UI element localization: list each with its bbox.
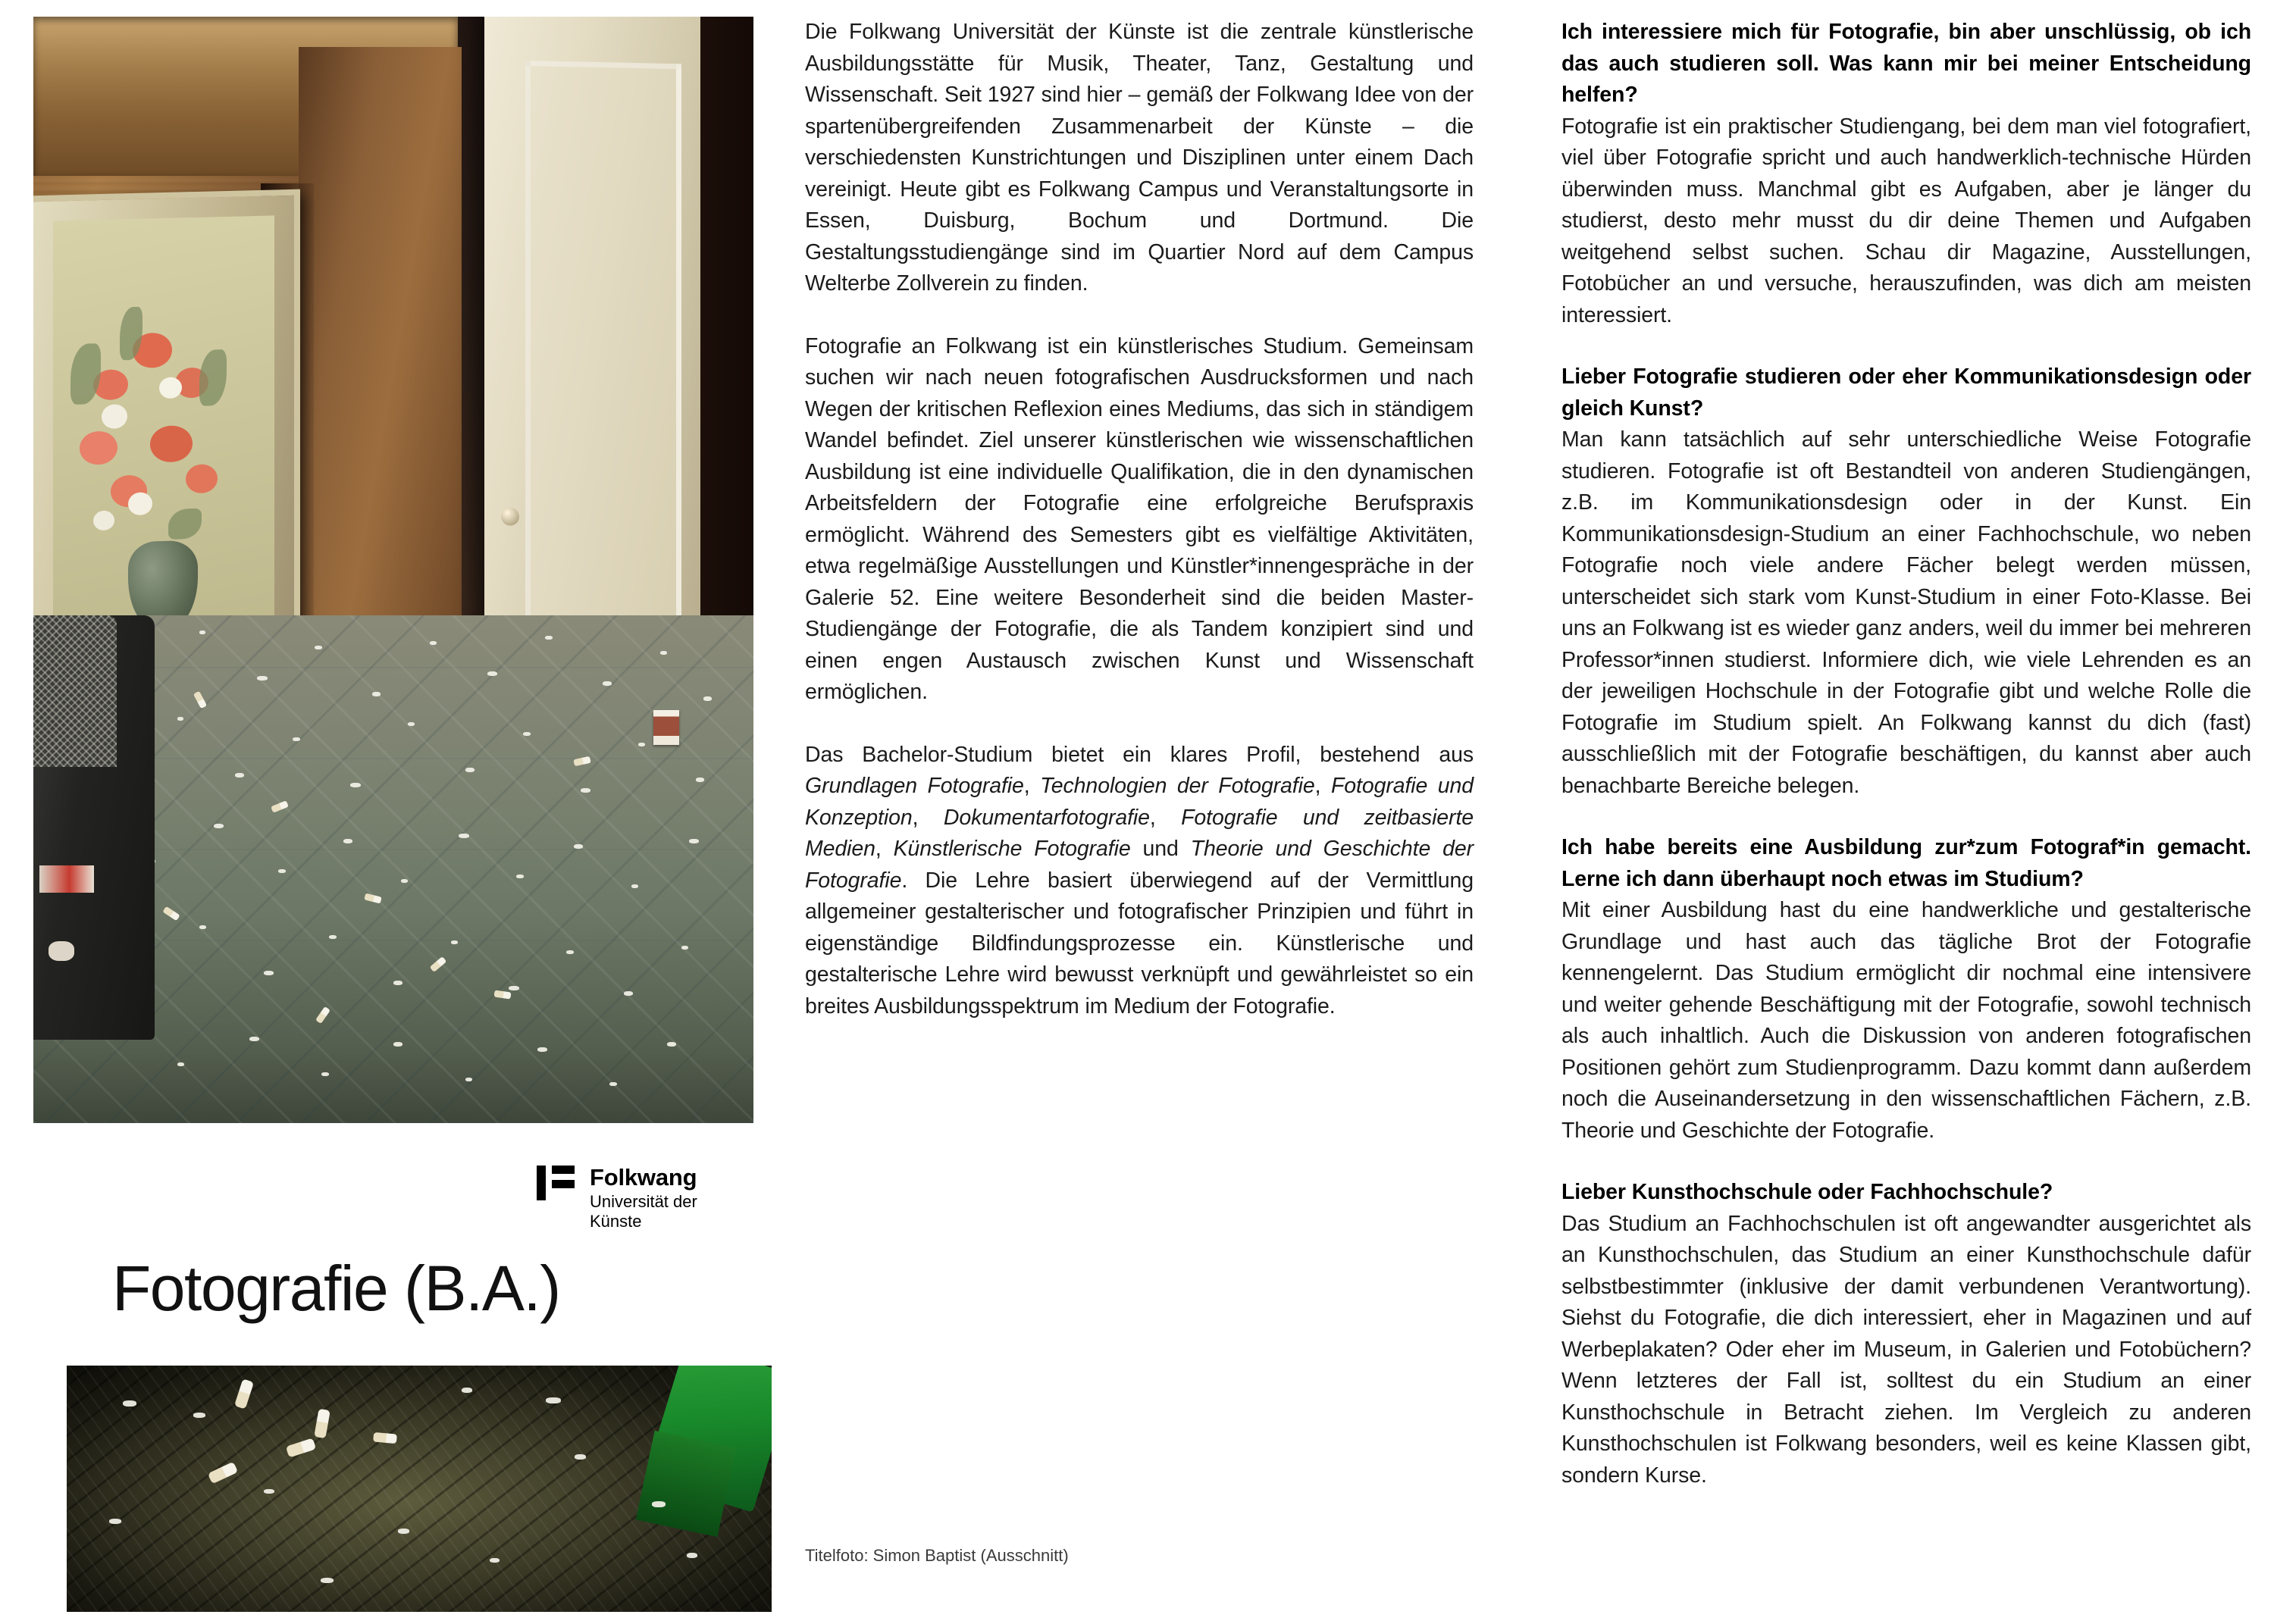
hero-photo — [33, 17, 753, 1123]
left-column — [33, 17, 753, 1608]
faq-item — [1561, 832, 2251, 1147]
course-3: Fotografie und Konzeption — [805, 774, 1474, 830]
faq-question: Lieber Kunsthochschule oder Fachhochschule? — [1561, 1180, 2053, 1204]
course-7: Theorie und Geschichte der Fotografie — [805, 837, 1474, 893]
folkwang-logo — [537, 1164, 753, 1231]
faq-item — [1561, 1177, 2251, 1491]
faq-question: Ich habe bereits eine Ausbildung zur*zum Fotograf*in gemacht. Lerne ich dann überhaupt noch etwas im Studium? — [1561, 835, 2251, 891]
bin-mesh-top — [33, 615, 117, 767]
framed-flower-painting — [33, 189, 300, 689]
faq-answer: Mit einer Ausbildung hast du eine handwerkliche und gestalterische Grundlage und hast auch das tägliche Brot der Fotografie kennengelernt. Das Studium ermöglicht dir nochmal eine intensivere und weiter gehende Beschäftigung mit der Fotografie, sowohl technisch als auch inhaltlich. Auch die Diskussion von anderen fotografischen Positionen gehört zum Studienprogramm. Dazu kommt dann außerdem noch die Auseinandersetzung in den wissenschaftlichen Fächern, z.B. Theorie und Geschichte der Fotografie. — [1561, 898, 2251, 1143]
course-4: Dokumentarfotografie — [943, 805, 1150, 830]
course-connector: und — [1130, 837, 1191, 861]
page-title: Fotografie (B.A.) — [112, 1253, 560, 1324]
bachelor-lead: Das Bachelor-Studium bietet ein klares Profil, bestehend aus — [805, 742, 1474, 767]
course-5: Fotografie und zeitbasierte Medien — [805, 805, 1474, 861]
logo-subtitle: Universität der Künste — [590, 1191, 697, 1231]
folkwang-f-mark-icon — [537, 1166, 575, 1200]
faq-answer: Das Studium an Fachhochschulen ist oft angewandter ausgerichtet als an Kunsthochschulen, das Studium an einer Kunsthochschule dafür selbstbestimmter (inklusive der damit verbundenen Verantwortung). Siehst du Fotografie, die dich interessiert, eher in Magazinen und auf Werbeplakaten? Oder eher im Museum, in Galerien und Fotobüchern? Wenn letzteres der Fall ist, solltest du ein Studium an einer Kunsthochschule in Betracht ziehen. Im Vergleich zu anderen Kunsthochschulen ist Folkwang besonders, weil es keine Klassen gibt, sondern Kurse. — [1561, 1211, 2251, 1488]
intro-paragraph-1: Die Folkwang Universität der Künste ist die zentrale künstlerische Ausbildungsstätte für Musik, Theater, Tanz, Gestaltung und Wissenschaft. Seit 1927 sind hier – gemäß der Folkwang Idee von der spartenübergreifenden Zusammenarbeit der Künste – die verschiedensten Kunstrichtungen und Disziplinen unter einem Dach vereinigt. Heute gibt es Folkwang Campus und Veranstaltungsorte in Essen, Duisburg, Bochum und Dortmund. Die Gestaltungsstudiengänge sind im Quartier Nord auf dem Campus Welterbe Zollverein zu finden. — [805, 20, 1474, 296]
bin-label — [39, 865, 94, 893]
course-2: Technologien der Fotografie — [1040, 774, 1315, 798]
faq-item — [1561, 361, 2251, 802]
faq-item — [1561, 17, 2251, 331]
open-door — [484, 17, 712, 693]
logo-text — [590, 1164, 753, 1231]
door-knob — [501, 507, 519, 526]
course-1: Grundlagen Fotografie — [805, 774, 1024, 798]
painting-canvas — [53, 215, 274, 662]
faq-answer: Fotografie ist ein praktischer Studiengang, bei dem man viel fotografiert, viel über Fotografie spricht und auch handwerklich-technische Hürden überwinden muss. Manchmal gibt es Aufgaben, aber je länger du studierst, desto mehr musst du dir deine Themen und Aufgaben weitgehend selbst suchen. Schau dir Magazine, Ausstellungen, Fotobücher an und versuche, herauszufinden, was dich am meisten interessiert. — [1561, 114, 2251, 327]
trash-bin — [33, 615, 155, 1040]
hero-photo-content — [33, 17, 753, 1123]
bottom-photo-litter — [67, 1366, 772, 1612]
bottom-photo — [67, 1366, 772, 1612]
door-panel — [525, 61, 681, 647]
course-6: Künstlerische Fotografie — [893, 837, 1131, 861]
small-photo-card-on-floor — [653, 710, 679, 745]
logo-name: Folkwang — [590, 1164, 697, 1191]
intro-paragraph-2: Fotografie an Folkwang ist ein künstlerisches Studium. Gemeinsam suchen wir nach neuen fotografischen Ausdrucksformen und nach Wegen der kritischen Reflexion eines Mediums, das sich in ständigem Wandel befindet. Ziel unserer künstlerischen wie wissenschaftlichen Ausbildung ist eine individuelle Qualifikation, die in den dynamischen Arbeitsfeldern der Fotografie eine erfolgreiche Berufspraxis ermöglicht. Während des Semesters gibt es vielfältige Aktivitäten, etwa regelmäßige Ausstellungen und Künstler*innengespräche in der Galerie 52. Eine weitere Besonderheit sind die beiden Master-Studiengänge der Fotografie, die als Tandem konzipiert sind und einen engen Austausch zwischen Kunst und Wissenschaft ermöglichen. — [805, 333, 1474, 704]
photo-credit: Titelfoto: Simon Baptist (Ausschnitt) — [805, 1546, 1069, 1565]
bachelor-tail: . Die Lehre basiert überwiegend auf der Vermittlung allgemeiner gestalterischer und fotografischer Prinzipien und führt in eigenständige Bildfindungsprozesse ein. Künstlerische und gestalterische Lehre wird bewusst verknüpft und gewährleistet so ein breites Ausbildungsspektrum im Medium der Fotografie. — [805, 868, 1474, 1019]
bin-sticker — [49, 941, 74, 961]
faq-question: Lieber Fotografie studieren oder eher Kommunikationsdesign oder gleich Kunst? — [1561, 365, 2251, 421]
door-gap-dark — [700, 17, 753, 676]
faq-column — [1561, 17, 2251, 1491]
faq-answer: Man kann tatsächlich auf sehr unterschiedliche Weise Fotografie studieren. Fotografie ist oft Bestandteil von anderen Studiengängen, z.B. im Kommunikationsdesign oder in der Kunst. Ein Kommunikationsdesign-Studium an einer Fachhochschule, wo neben Fotografie noch viele andere Fächer belegt werden müssen, unterscheidet sich stark vom Kunst-Studium in einer Foto-Klasse. Bei uns an Folkwang ist es wieder ganz anders, weil du immer bei mehreren Professor*innen studierst. Informiere dich, wie viele Lehrenden es an der jeweiligen Hochschule in der Fotografie gibt und welche Rolle die Fotografie im Studium spielt. An Folkwang kannst du dich (fast) ausschließlich mit der Fotografie beschäftigen, du kannst aber auch benachbarte Bereiche belegen. — [1561, 427, 2251, 798]
cabinet-side-panel — [299, 47, 462, 684]
faq-question: Ich interessiere mich für Fotografie, bin aber unschlüssig, ob ich das auch studieren soll. Was kann mir bei meiner Entscheidung helfen? — [1561, 20, 2251, 107]
intro-column — [805, 17, 1474, 1053]
bachelor-paragraph: Das Bachelor-Studium bietet ein klares Profil, bestehend aus Grundlagen Fotografie, Technologien der Fotografie, Fotografie und Konzeption, Dokumentarfotografie, Fotografie und zeitbasierte Medien, Künstlerische Fotografie und Theorie und Geschichte der Fotografie. Die Lehre basiert überwiegend auf der Vermittlung allgemeiner gestalterischer und fotografischer Prinzipien und führt in eigenständige Bildfindungsprozesse ein. Künstlerische und gestalterische Lehre wird bewusst verknüpft und gewährleistet so ein breites Ausbildungsspektrum im Medium der Fotografie. — [805, 742, 1474, 1019]
